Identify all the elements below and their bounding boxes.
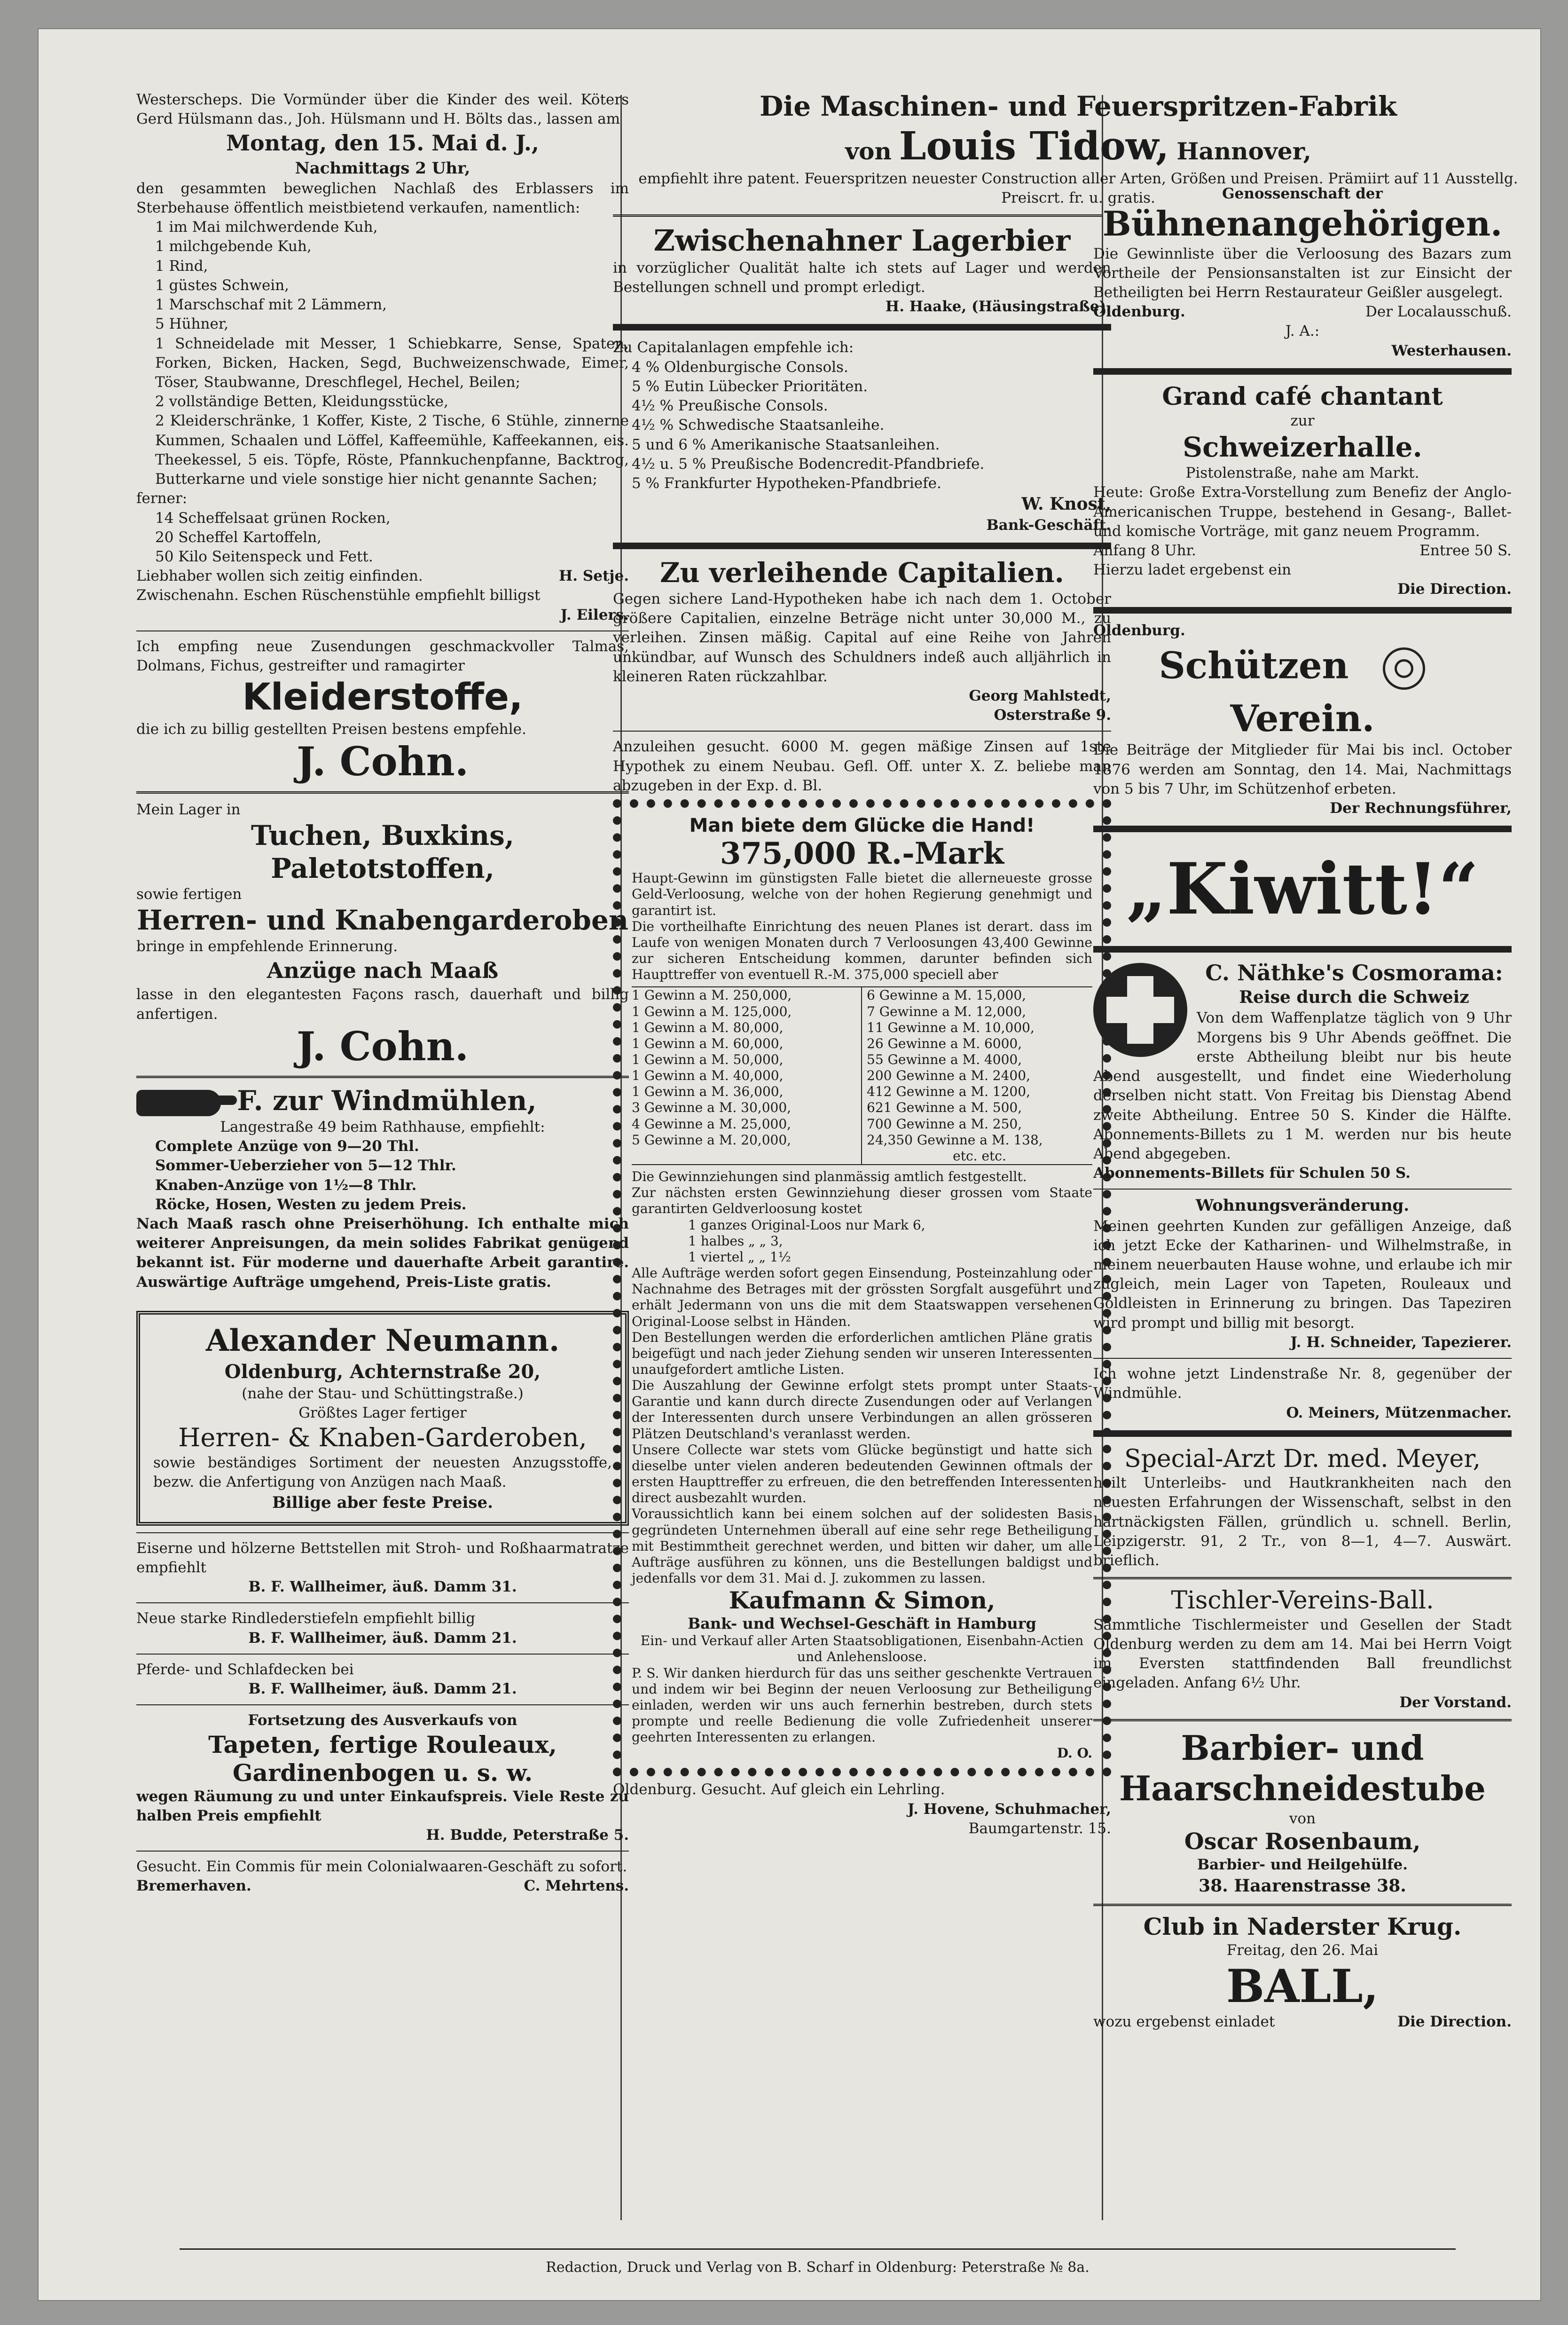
cafe-entree: Entree 50 S. [1419, 542, 1512, 559]
mehrtens-signature: C. Mehrtens. [524, 1877, 629, 1895]
neumann-lager: Größtes Lager fertiger [298, 1404, 467, 1422]
lottery-title: Man biete dem Glücke die Hand! [689, 815, 1035, 837]
lottery-p1: Haupt-Gewinn im günstigsten Falle bietet die allerneueste grosse Geld-Verloosung, welche von der hohen Regierung genehmigt und garantirt ist. [632, 870, 1092, 918]
cafe-zur: zur [1290, 412, 1315, 430]
windmuehlen-line: Knaben-Anzüge von 1½—8 Thlr. [155, 1176, 417, 1194]
ad-hovene [613, 1780, 1111, 1838]
ad-wallheimer-stiefeln [136, 1609, 629, 1647]
rosenbaum-sub: Barbier- und Heilgehülfe. [1197, 1856, 1408, 1874]
neumann-near: (nahe der Stau- und Schüttingstraße.) [242, 1385, 524, 1402]
prize-row: 1 Gewinn a M. 125,000, [632, 1003, 792, 1019]
auction-item: 1 Rind, [155, 257, 208, 275]
ad-wallheimer-decken [136, 1660, 629, 1699]
lottery-prize-table [632, 986, 1092, 1165]
budde-signature: H. Budde, Peterstraße 5. [426, 1826, 629, 1844]
ad-buehnenangehoerige [1093, 184, 1512, 361]
prize-row: 1 Gewinn a M. 40,000, [632, 1068, 784, 1084]
lottery-p5: Alle Aufträge werden sofort gegen Einsendung, Posteinzahlung oder Nachnahme des Betrages mit der grössten Sorgfalt ausgeführt und erhält Jedermann von uns die mit dem Staatswappen versehenen Original-Loose selbst in Händen. [632, 1265, 1092, 1329]
lottery-p9: Voraussichtlich kann bei einem solchen auf der solidesten Basis gegründeten Unternehmen überall auf eine sehr rege Betheiligung mit Bestimmtheit gerechnet werden, und bitten wir daher, um alle Aufträge ausführen zu können, uns die Bestellungen baldigst und jedenfalls vor dem 31. Mai d. J. zukommen zu lassen. [632, 1506, 1092, 1586]
cafe-h1: Grand café chantant [1162, 382, 1443, 411]
windmuehlen-line: Röcke, Hosen, Westen zu jedem Preis. [155, 1196, 467, 1213]
buehne-signature-2: J. A.: [1285, 323, 1320, 340]
knost-signature-2: Bank-Geschäft. [986, 517, 1111, 534]
budde-h2: Gardinenbogen u. s. w. [232, 1758, 533, 1787]
buehne-headline: Bühnenangehörigen. [1102, 204, 1503, 244]
schneider-h1: Wohnungsveränderung. [1195, 1196, 1410, 1215]
naethke-h2: Reise durch die Schweiz [1239, 987, 1469, 1007]
auction-item: 20 Scheffel Kartoffeln, [155, 528, 322, 546]
ad-mahlstedt [613, 557, 1111, 725]
schneider-signature: J. H. Schneider, Tapezierer. [1290, 1333, 1512, 1351]
schuetzen-signature: Der Rechnungsführer, [1330, 800, 1512, 817]
tidow-l1: Die Maschinen- und Feuerspritzen-Fabrik [759, 90, 1397, 122]
lottery-p2: Die vortheilhafte Einrichtung des neuen Planes ist derart. dass im Laufe von wenigen Monaten durch 7 Verloosungen 43,400 Gewinne zur sicheren Entscheidung kommen, darunter befinden sich Haupttreffer von eventuell R.-M. 375,000 speciell aber [632, 918, 1092, 983]
prize-row: 412 Gewinne a M. 1200, [867, 1084, 1030, 1100]
auction-item: 1 güstes Schwein, [155, 276, 290, 294]
buehne-signature-3: Westerhausen. [1391, 342, 1512, 359]
wallheimer1-signature: B. F. Wallheimer, äuß. Damm 31. [248, 1578, 517, 1596]
lottery-amount: 375,000 R.-Mark [720, 835, 1004, 871]
meiners-text: Ich wohne jetzt Lindenstraße Nr. 8, gegenüber der Windmühle. [1093, 1365, 1512, 1402]
auction-body: den gesammten beweglichen Nachlaß des Erblassers im Sterbehause öffentlich meistbietend verkaufen, namentlich: [136, 180, 629, 217]
prize-row: 1 Gewinn a M. 60,000, [632, 1035, 784, 1051]
prize-row: 1 Gewinn a M. 80,000, [632, 1019, 784, 1035]
cafe-invite: Hierzu ladet ergebenst ein [1093, 561, 1292, 579]
club-ball: BALL, [1226, 1959, 1379, 2013]
prize-row: 7 Gewinne a M. 12,000, [867, 1003, 1027, 1019]
auction-item: 1 Marschschaf mit 2 Lämmern, [155, 296, 387, 314]
schneider-text: Meinen geehrten Kunden zur gefälligen Anzeige, daß ich jetzt Ecke der Katharinen- und Wilhelmstraße, in meinem neuerbauten Hause wohne, und erlaube ich mir zugleich, mein Lager von Tapeten, Rouleaux und Goldleisten in Erinnerung zu bringen. Das Tapeziren wird prompt und billig mit besorgt. [1093, 1217, 1512, 1332]
eilers-signature: J. Eilers. [560, 606, 629, 623]
prize-row: 1 Gewinn a M. 50,000, [632, 1052, 784, 1067]
mehrtens-text: Gesucht. Ein Commis für mein Colonialwaaren-Geschäft zu sofort. [136, 1858, 627, 1876]
buehne-signature: Der Localausschuß. [1365, 303, 1512, 321]
ad-neumann [136, 1311, 629, 1526]
windmuehlen-headline: F. zur Windmühlen, [237, 1085, 537, 1117]
neumann-name: Alexander Neumann. [205, 1323, 560, 1358]
ad-tischler-ball [1093, 1586, 1512, 1712]
anzuleihen-text: Anzuleihen gesucht. 6000 M. gegen mäßige Zinsen auf 1ste Hypothek zu einem Neubau. Gefl. Off. unter X. Z. beliebe man abzugeben in der Exp. d. Bl. [613, 738, 1111, 794]
ad-meiners [1093, 1364, 1512, 1423]
club-invite: wozu ergebenst einladet [1093, 2013, 1275, 2031]
knost-item: 5 % Frankfurter Hypotheken-Pfandbriefe. [632, 475, 941, 492]
hovene-signature: J. Hovene, Schuhmacher, [907, 1800, 1111, 1818]
schuetzen-h1: Schützen [1159, 644, 1349, 687]
lottery-firm-2: Bank- und Wechsel-Geschäft in Hamburg [688, 1615, 1036, 1633]
tidow-text: empfiehlt ihre patent. Feuerspritzen neuester Construction aller Arten, Größen und Preisen. Prämiirt auf 11 Ausstellg. Preiscrt. fr. u. gratis. [638, 170, 1518, 207]
auction-items [136, 218, 629, 489]
cafe-address: Pistolenstraße, nahe am Markt. [1185, 465, 1419, 482]
neumann-prices: Billige aber feste Preise. [272, 1493, 494, 1512]
mahlstedt-signature-2: Osterstraße 9. [994, 707, 1111, 724]
auction-item: 50 Kilo Seitenspeck und Fett. [155, 548, 373, 565]
ad-windmuehlen [136, 1085, 629, 1292]
hovene-text: Oldenburg. Gesucht. Auf gleich ein Lehrling. [613, 1781, 945, 1798]
cohn1-text: die ich zu billig gestellten Preisen bestens empfehle. [136, 720, 526, 738]
ad-schneider [1093, 1195, 1512, 1352]
swiss-cross-icon [1093, 963, 1187, 1057]
tidow-city: Hannover, [1176, 137, 1311, 165]
ad-rosenbaum [1093, 1728, 1512, 1898]
tischler-text: Sämmtliche Tischlermeister und Gesellen der Stadt Oldenburg werden zu dem am 14. Mai bei Herrn Voigt im Eversten stattfindenden Ball freundlichst eingeladen. Anfang 6½ Uhr. [1093, 1616, 1512, 1692]
budde-h1: Tapeten, fertige Rouleaux, [208, 1730, 557, 1758]
club-signature: Die Direction. [1397, 2013, 1512, 2031]
buehne-place: Oldenburg. [1093, 303, 1185, 321]
lottery-ps: P. S. Wir danken hierdurch für das uns seither geschenkte Vertrauen und indem wir bei Beginn der neuen Verloosung zur Betheiligung einladen, werden wir uns auch fernerhin bestreben, durch stets prompte und reelle Bedienung die volle Zufriedenheit unserer geehrten Interessenten zu erlangen. [632, 1665, 1092, 1745]
cafe-text: Heute: Große Extra-Vorstellung zum Benefiz der Anglo-Americanischen Truppe, bestehend in Gesang-, Ballet- und komische Vorträge, mit ganz neuem Programm. [1093, 484, 1512, 540]
windmuehlen-text: Nach Maaß rasch ohne Preiserhöhung. Ich enthalte mich weiterer Anpreisungen, da mein solides Fabrikat genügend bekannt ist. Für moderne und dauerhafte Arbeit garantire. Auswärtige Aufträge umgehend, Preis-Liste gratis. [136, 1215, 629, 1291]
knost-item: 4½ u. 5 % Preußische Bodencredit-Pfandbriefe. [632, 455, 985, 473]
ad-meyer [1093, 1444, 1512, 1570]
prize-row: 4 Gewinne a M. 25,000, [632, 1116, 792, 1132]
rosenbaum-von: von [1289, 1810, 1316, 1827]
cohn1-signature: J. Cohn. [297, 738, 469, 785]
ad-schuetzenverein [1093, 621, 1512, 819]
buehne-text: Die Gewinnliste über die Verloosung des Bazars zum Vortheile der Pensionsanstalten ist zur Einsicht der Betheiligten bei Herrn Restaurateur Geißler ausgelegt. [1093, 245, 1512, 301]
target-icon [1362, 640, 1446, 697]
buehne-l1: Genossenschaft der [1222, 185, 1383, 202]
lottery-p3: Die Gewinnziehungen sind planmässig amtlich festgestellt. [632, 1169, 1027, 1185]
prize-row: etc. etc. [953, 1148, 1006, 1164]
windmuehlen-address: Langestraße 49 beim Rathhause, empfiehlt: [220, 1118, 545, 1135]
auction-item: 14 Scheffelsaat grünen Rocken, [155, 509, 391, 527]
naethke-h1: C. Näthke's Cosmorama: [1205, 960, 1503, 986]
prize-row: 621 Gewinne a M. 500, [867, 1100, 1022, 1116]
newspaper-page [39, 29, 1540, 2300]
cohn2-h3: Anzüge nach Maaß [267, 958, 499, 984]
tidow-von: von [845, 137, 892, 165]
tischler-headline: Tischler-Vereins-Ball. [1171, 1586, 1434, 1615]
cohn1-headline: Kleiderstoffe, [242, 676, 523, 719]
prize-row: 1 Gewinn a M. 36,000, [632, 1084, 784, 1100]
auction-intro: Westerscheps. Die Vormünder über die Kinder des weil. Köters Gerd Hülsmann das., Joh. Hülsmann und H. Bölts das., lassen am [136, 91, 629, 128]
ad-cohn-kleiderstoffe [136, 637, 629, 785]
auction-items-2 [136, 509, 629, 567]
cohn2-intro: Mein Lager in [136, 801, 241, 818]
prize-row: 26 Gewinne a M. 6000, [867, 1035, 1022, 1051]
pointing-hand-icon [136, 1090, 221, 1116]
schuetzen-text: Die Beiträge der Mitglieder für Mai bis incl. October 1876 werden am Sonntag, den 14. Mai, Nachmittags von 5 bis 7 Uhr, im Schützenhof erbeten. [1093, 741, 1512, 797]
cohn2-l3: bringe in empfehlende Erinnerung. [136, 938, 398, 955]
haake-headline: Zwischenahner Lagerbier [653, 223, 1071, 258]
ad-anzuleihen [613, 737, 1111, 796]
column-right [1093, 184, 1512, 2032]
auction-item: 1 milchgebende Kuh, [155, 238, 312, 255]
prize-row: 700 Gewinne a M. 250, [867, 1116, 1022, 1132]
lottery-p4: Zur nächsten ersten Gewinnziehung dieser grossen vom Staate garantirten Geldverloosung kostet [632, 1185, 1092, 1217]
cafe-anfang: Anfang 8 Uhr. [1093, 542, 1196, 559]
column-left [136, 90, 629, 1896]
tischler-signature: Der Vorstand. [1399, 1694, 1512, 1711]
cafe-signature: Die Direction. [1397, 581, 1512, 598]
lottery-firm: Kaufmann & Simon, [729, 1586, 996, 1615]
windmuehlen-line: Complete Anzüge von 9—20 Thl. [155, 1138, 419, 1155]
ad-club-naderster-krug [1093, 1913, 1512, 2032]
rosenbaum-name: Oscar Rosenbaum, [1184, 1828, 1421, 1855]
neumann-address: Oldenburg, Achternstraße 20, [224, 1360, 541, 1383]
auction-time: Nachmittags 2 Uhr, [295, 158, 470, 178]
meyer-headline: Special-Arzt Dr. med. Meyer, [1124, 1444, 1481, 1473]
mahlstedt-headline: Zu verleihende Capitalien. [660, 557, 1064, 589]
lottery-p8: Unsere Collecte war stets vom Glücke begünstigt und hatte sich dieselbe unter vielen anderen bedeutenden Gewinnen oftmals der ersten Haupttreffer zu erfreuen, die den betreffenden Interessenten direct ausbezahlt wurden. [632, 1442, 1092, 1506]
wallheimer3-text: Pferde- und Schlafdecken bei [136, 1661, 354, 1678]
knost-item: 4 % Oldenburgische Consols. [632, 358, 848, 376]
rosenbaum-h2: Haarschneidestube [1119, 1768, 1486, 1809]
knost-item: 5 und 6 % Amerikanische Staatsanleihen. [632, 436, 940, 453]
knost-item: 4½ % Schwedische Staatsanleihe. [632, 417, 885, 434]
prize-row: 24,350 Gewinne a M. 138, [867, 1132, 1043, 1148]
cohn2-h1: Tuchen, Buxkins, Paletotstoffen, [251, 819, 514, 884]
auction-item: 5 Hühner, [155, 315, 229, 333]
cohn1-intro: Ich empfing neue Zusendungen geschmackvoller Talmas, Dolmans, Fichus, gestreifter und ramagirter [136, 638, 629, 675]
imprint-footer: Redaction, Druck und Verlag von B. Scharf in Oldenburg: Peterstraße № 8a. [180, 2248, 1456, 2276]
auction-item: 2 vollständige Betten, Kleidungsstücke, [155, 393, 448, 410]
rosenbaum-address: 38. Haarenstrasse 38. [1199, 1876, 1406, 1896]
windmuehlen-line: Sommer-Ueberzieher von 5—12 Thlr. [155, 1157, 456, 1174]
ad-grand-cafe [1093, 382, 1512, 599]
auction-item: 1 Schneidelade mit Messer, 1 Schiebkarre, Sense, Spaten, Forken, Bicken, Hacken, Segd, Buchweizenschwade, Eimer, Töser, Staubwanne, Dreschflegel, Hechel, Beilen; [155, 335, 629, 391]
wallheimer3-signature: B. F. Wallheimer, äuß. Damm 21. [248, 1680, 517, 1698]
naethke-abo: Abonnements-Billets für Schulen 50 S. [1093, 1165, 1411, 1182]
ad-eilers [136, 586, 629, 624]
loos-price: 1 ganzes Original-Loos nur Mark 6, [688, 1217, 925, 1233]
mahlstedt-signature: Georg Mahlstedt, [969, 687, 1111, 704]
haake-signature: H. Haake, (Häusingstraße). [885, 298, 1111, 315]
auction-item: 1 im Mai milchwerdende Kuh, [155, 219, 378, 236]
auction-signature: H. Setje. [558, 567, 629, 585]
loos-price: 1 viertel „ „ 1½ [688, 1249, 791, 1265]
lottery-firm-3: Ein- und Verkauf aller Arten Staatsobligationen, Eisenbahn-Actien und Anlehensloose. [640, 1633, 1084, 1665]
neumann-headline: Herren- & Knaben-Garderoben, [178, 1423, 587, 1453]
prize-row: 6 Gewinne a M. 15,000, [867, 987, 1027, 1003]
ad-lottery [613, 799, 1111, 1776]
ad-naethke-cosmorama [1093, 960, 1512, 1183]
eilers-text: Zwischenahn. Eschen Rüschenstühle empfiehlt billigst [136, 587, 541, 604]
prize-row: 200 Gewinne a M. 2400, [867, 1068, 1030, 1084]
kiwitt-headline: „Kiwitt!“ [1126, 848, 1479, 931]
ad-wallheimer-bettstellen [136, 1539, 629, 1597]
wallheimer2-signature: B. F. Wallheimer, äuß. Damm 21. [248, 1629, 517, 1647]
neumann-text: sowie beständiges Sortiment der neuesten Anzugsstoffe, bezw. die Anfertigung von Anzügen nach Maaß. [153, 1454, 612, 1491]
ad-budde [136, 1711, 629, 1845]
hovene-signature-2: Baumgartenstr. 15. [968, 1820, 1111, 1837]
cohn2-text: lasse in den elegantesten Façons rasch, dauerhaft und billig anfertigen. [136, 986, 629, 1023]
prize-row: 3 Gewinne a M. 30,000, [632, 1100, 792, 1116]
lottery-p6: Den Bestellungen werden die erforderlichen amtlichen Pläne gratis beigefügt und nach jeder Ziehung senden wir unseren Interessenten unaufgefordert amtliche Listen. [632, 1329, 1092, 1377]
ad-cohn-tuchen [136, 800, 629, 1070]
auction-closing: Liebhaber wollen sich zeitig einfinden. [136, 567, 423, 585]
ad-mehrtens [136, 1857, 629, 1896]
prize-row: 1 Gewinn a M. 250,000, [632, 987, 792, 1003]
loos-price: 1 halbes „ „ 3, [688, 1233, 783, 1249]
tidow-name: Louis Tidow, [899, 123, 1169, 169]
cohn2-h2: Herren- und Knabengarderoben [136, 904, 629, 937]
windmuehlen-lines [136, 1137, 629, 1214]
auction-date: Montag, den 15. Mai d. J., [226, 130, 539, 156]
prize-row: 11 Gewinne a M. 10,000, [867, 1019, 1035, 1035]
mehrtens-place: Bremerhaven. [136, 1877, 251, 1895]
prize-row: 55 Gewinne a M. 4000, [867, 1052, 1022, 1067]
schuetzen-place: Oldenburg. [1093, 622, 1185, 639]
auction-ferner: ferner: [136, 490, 188, 507]
club-headline: Club in Naderster Krug. [1143, 1913, 1462, 1941]
lottery-do: D. O. [1057, 1745, 1092, 1761]
meiners-signature: O. Meiners, Mützenmacher. [1286, 1404, 1512, 1421]
mahlstedt-text: Gegen sichere Land-Hypotheken habe ich nach dem 1. October größere Capitalien, einzelne Beträge nicht unter 30,000 M., zu verleihen. Zinsen mäßig. Capital auf eine Reihe von Jahren unkündbar, auf Wunsch des Schuldners indeß auch alljährlich in kleineren Raten rückzahlbar. [613, 590, 1111, 685]
haake-text: in vorzüglicher Qualität halte ich stets auf Lager und werden Bestellungen schnell und prompt erledigt. [613, 259, 1111, 296]
knost-intro: Zu Capitalanlagen empfehle ich: [613, 339, 854, 356]
ad-knost [613, 338, 1111, 535]
knost-signature: W. Knost, [1021, 494, 1111, 514]
ad-westerscheps-auction [136, 90, 629, 586]
lottery-p7: Die Auszahlung der Gewinne erfolgt stets prompt unter Staats-Garantie und kann durch directe Zusendungen oder auf Verlangen der Interessenten durch unsere Verbindungen an allen grösseren Plätzen Deutschland's veranlasst werden. [632, 1378, 1092, 1442]
club-date: Freitag, den 26. Mai [1226, 1942, 1379, 1959]
ad-haake [613, 223, 1111, 316]
budde-text: wegen Räumung zu und unter Einkaufspreis. Viele Reste zu halben Preis empfiehlt [136, 1788, 629, 1824]
knost-item: 4½ % Preußische Consols. [632, 397, 828, 415]
schuetzen-h2: Verein. [1230, 697, 1375, 740]
naethke-text: Von dem Waffenplatze täglich von 9 Uhr Morgens bis 9 Uhr Abends geöffnet. Die erste Abtheilung bleibt nur bis heute Abend ausgestellt, und findet eine Wiederholung derselben nicht statt. Von Freitag bis Dienstag Abend zweite Abtheilung. Entree 50 S. Kinder die Hälfte. Abonnements-Billets zu 1 M. werden nur bis heute Abend abgegeben. [1093, 1009, 1512, 1162]
ad-kiwitt [1093, 840, 1512, 938]
meyer-text: heilt Unterleibs- und Hautkrankheiten nach den neuesten Erfahrungen der Wissenschaft, selbst in den hartnäckigsten Fällen, gründlich u. schnell. Berlin, Leipzigerstr. 91, 2 Tr., von 8—1, 4—7. Auswärt. brieflich. [1093, 1474, 1512, 1569]
knost-items [613, 358, 1111, 494]
wallheimer2-text: Neue starke Rindlederstiefeln empfiehlt billig [136, 1610, 475, 1627]
prize-row: 5 Gewinne a M. 20,000, [632, 1132, 792, 1148]
cohn2-signature: J. Cohn. [297, 1023, 469, 1070]
cafe-h2: Schweizerhalle. [1183, 431, 1422, 463]
rosenbaum-h1: Barbier- und [1181, 1727, 1424, 1768]
auction-item: 2 Kleiderschränke, 1 Koffer, Kiste, 2 Tische, 6 Stühle, zinnerne Kummen, Schaalen und Löffel, Kaffeemühle, Kaffeekannen, eis. Theekessel, 5 eis. Töpfe, Röste, Pfannkuchenpfanne, Backtrog, Butterkarne und viele sonstige hier nicht genannte Sachen; [155, 412, 629, 488]
wallheimer1-text: Eiserne und hölzerne Bettstellen mit Stroh- und Roßhaarmatratze empfiehlt [136, 1539, 629, 1576]
budde-l1: Fortsetzung des Ausverkaufs von [248, 1712, 517, 1729]
cohn2-l2: sowie fertigen [136, 886, 242, 903]
knost-item: 5 % Eutin Lübecker Prioritäten. [632, 378, 868, 395]
